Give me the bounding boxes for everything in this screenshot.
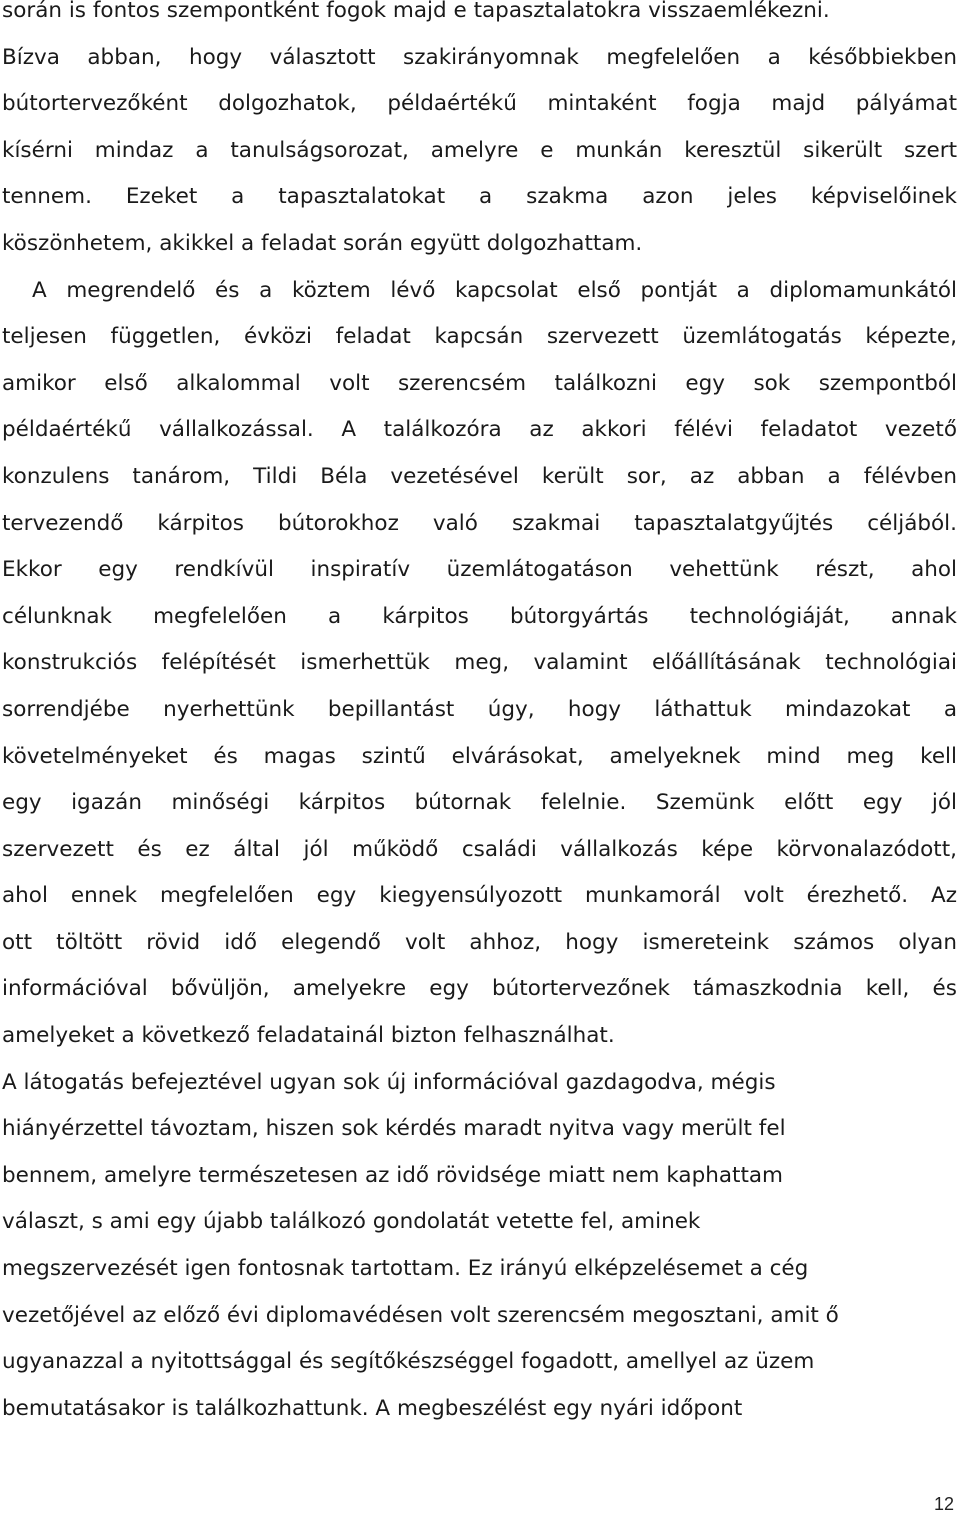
text-line: bútortervezőként dolgozhatok, példaértékű mintaként fogja majd pályámat (2, 91, 957, 117)
text-line: amelyeket a következő feladatainál bizton felhasználhat. (2, 1023, 615, 1049)
text-line: példaértékű vállalkozással. A találkozóra az akkori félévi feladatot vezető (2, 417, 957, 443)
text-line: teljesen független, évközi feladat kapcsán szervezett üzemlátogatás képezte, (2, 324, 957, 350)
text-line: konstrukciós felépítését ismerhettük meg, valamint előállításának technológiai (2, 650, 957, 676)
text-line: bennem, amelyre természetesen az idő rövidsége miatt nem kaphattam (2, 1162, 783, 1188)
text-line: célunknak megfelelően a kárpitos bútorgyártás technológiáját, annak (2, 603, 957, 629)
text-line: ugyanazzal a nyitottsággal és segítőkészséggel fogadott, amellyel az üzem (2, 1349, 815, 1375)
text-line: Ekkor egy rendkívül inspiratív üzemlátogatáson vehettünk részt, ahol (2, 557, 957, 583)
text-line: bemutatásakor is találkozhattunk. A megbeszélést egy nyári időpont (2, 1395, 743, 1421)
text-line: tervezendő kárpitos bútorokhoz való szakmai tapasztalatgyűjtés céljából. (2, 510, 957, 536)
text-line: sorrendjébe nyerhettünk bepillantást úgy, hogy láthattuk mindazokat a (2, 696, 957, 722)
text-line: információval bővüljön, amelyekre egy bútortervezőnek támaszkodnia kell, és (2, 976, 957, 1002)
text-line: tennem. Ezeket a tapasztalatokat a szakma azon jeles képviselőinek (2, 184, 957, 210)
text-line: ott töltött rövid idő elegendő volt ahhoz, hogy ismereteink számos olyan (2, 929, 957, 955)
text-line: köszönhetem, akikkel a feladat során együtt dolgozhattam. (2, 230, 643, 256)
text-line: amikor első alkalommal volt szerencsém találkozni egy sok szempontból (2, 370, 957, 396)
text-line: kísérni mindaz a tanulságsorozat, amelyre e munkán keresztül sikerült szert (2, 137, 957, 163)
text-line: vezetőjével az előző évi diplomavédésen volt szerencsém megosztani, amit ő (2, 1302, 839, 1328)
page-number: 12 (933, 1494, 954, 1514)
text-line: választ, s ami egy újabb találkozó gondolatát vetette fel, aminek (2, 1209, 701, 1235)
text-line: A látogatás befejeztével ugyan sok új információval gazdagodva, mégis (2, 1069, 776, 1095)
text-line: konzulens tanárom, Tildi Béla vezetésével került sor, az abban a félévben (2, 463, 957, 489)
text-line: hiányérzettel távoztam, hiszen sok kérdés maradt nyitva vagy merült fel (2, 1116, 786, 1142)
text-line: A megrendelő és a köztem lévő kapcsolat első pontját a diplomamunkától (32, 277, 957, 303)
body-text (2, 0, 957, 1432)
text-line: során is fontos szempontként fogok majd e tapasztalatokra visszaemlékezni. (2, 0, 830, 23)
text-line: megszervezését igen fontosnak tartottam. Ez irányú elképzelésemet a cég (2, 1256, 809, 1282)
text-line: szervezett és ez által jól működő családi vállalkozás képe körvonalazódott, (2, 836, 957, 862)
text-line: egy igazán minőségi kárpitos bútornak felelnie. Szemünk előtt egy jól (2, 790, 957, 816)
text-line: ahol ennek megfelelően egy kiegyensúlyozott munkamorál volt érezhető. Az (2, 883, 957, 909)
text-line: követelményeket és magas szintű elvárásokat, amelyeknek mind meg kell (2, 743, 957, 769)
text-line: Bízva abban, hogy választott szakirányomnak megfelelően a későbbiekben (2, 44, 957, 70)
